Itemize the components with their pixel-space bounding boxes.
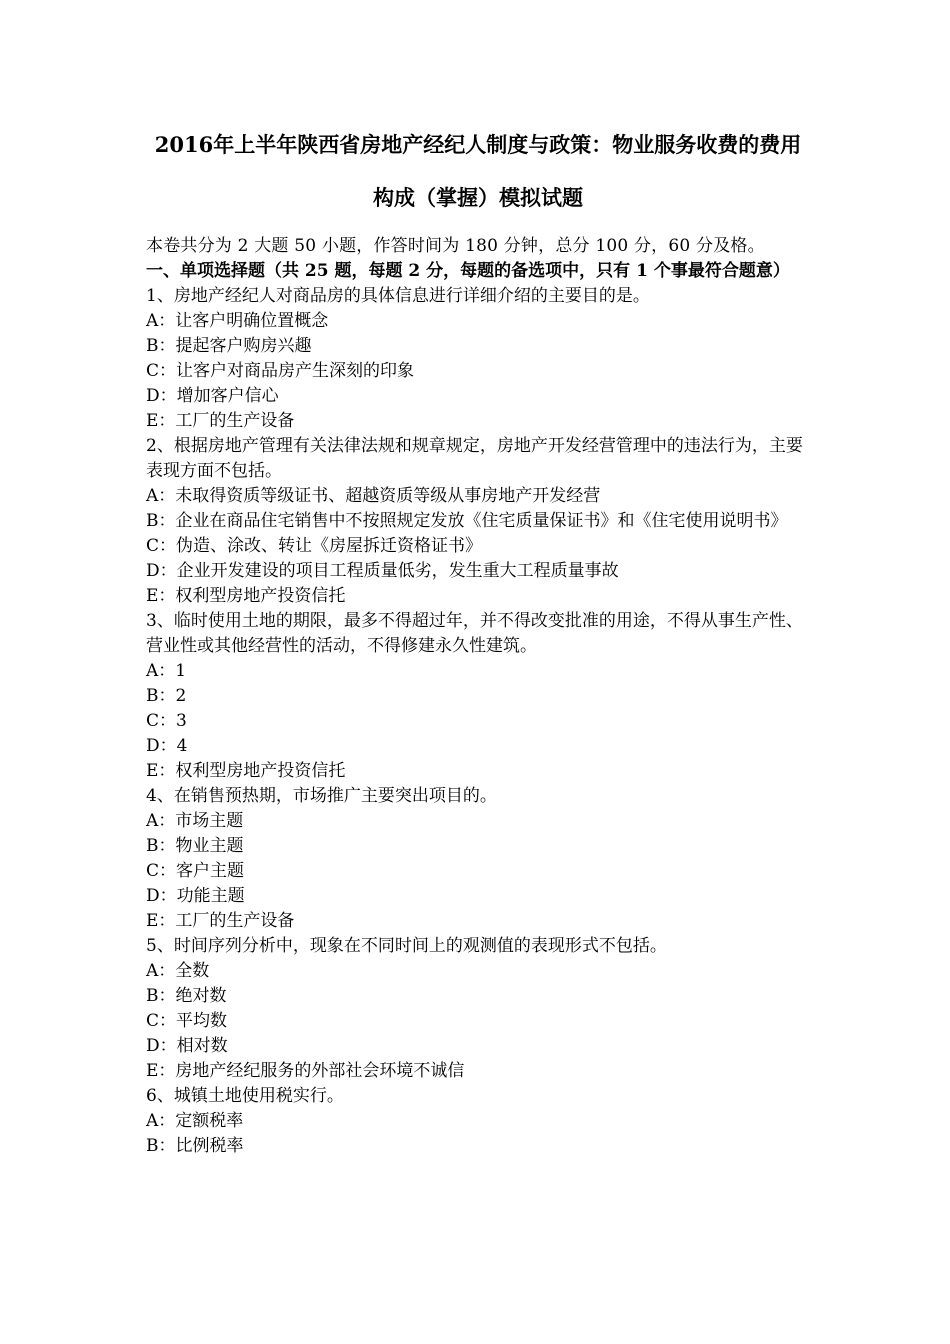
answer-option: D：4 [146,736,188,756]
answer-option: C：让客户对商品房产生深刻的印象 [146,361,415,381]
question-text: 4、在销售预热期，市场推广主要突出项目的。 [146,786,497,806]
exam-intro: 本卷共分为 2 大题 50 小题，作答时间为 180 分钟，总分 100 分，60 分及格。 [146,236,765,256]
question-block [146,1084,810,1159]
question-block [146,934,810,1084]
question-block [146,284,810,434]
answer-option: B：2 [146,686,187,706]
question-text: 5、时间序列分析中，现象在不同时间上的观测值的表现形式不包括。 [146,936,667,956]
answer-option: E：房地产经纪服务的外部社会环境不诚信 [146,1061,465,1081]
answer-option: A：1 [146,661,187,681]
section-heading: 一、单项选择题（共 25 题，每题 2 分，每题的备选项中，只有 1 个事最符合题意） [146,261,790,281]
answer-option: C：3 [146,711,187,731]
question-text: 2、根据房地产管理有关法律法规和规章规定，房地产开发经营管理中的违法行为，主要表现方面不包括。 [146,436,803,481]
answer-option: C：客户主题 [146,861,245,881]
answer-option: B：企业在商品住宅销售中不按照规定发放《住宅质量保证书》和《住宅使用说明书》 [146,511,788,531]
question-text: 3、临时使用土地的期限，最多不得超过年，并不得改变批准的用途，不得从事生产性、营业性或其他经营性的活动，不得修建永久性建筑。 [146,611,803,656]
answer-option: B：绝对数 [146,986,227,1006]
answer-option: D：相对数 [146,1036,228,1056]
question-block [146,784,810,934]
page-title: 2016年上半年陕西省房地产经纪人制度与政策：物业服务收费的费用构成（掌握）模拟试题 [154,132,802,210]
question-block [146,434,810,609]
document-page [146,118,810,1159]
answer-option: E：权利型房地产投资信托 [146,761,346,781]
question-text: 6、城镇土地使用税实行。 [146,1086,344,1106]
answer-option: D：企业开发建设的项目工程质量低劣，发生重大工程质量事故 [146,561,619,581]
answer-option: C：伪造、涂改、转让《房屋拆迁资格证书》 [146,536,483,556]
answer-option: C：平均数 [146,1011,228,1031]
question-text: 1、房地产经纪人对商品房的具体信息进行详细介绍的主要目的是。 [146,286,650,306]
answer-option: A：市场主题 [146,811,244,831]
answer-option: E：权利型房地产投资信托 [146,586,346,606]
question-block [146,609,810,784]
answer-option: E：工厂的生产设备 [146,911,295,931]
answer-option: D：增加客户信心 [146,386,279,406]
answer-option: A：全数 [146,961,210,981]
answer-option: A：未取得资质等级证书、超越资质等级从事房地产开发经营 [146,486,601,506]
answer-option: B：物业主题 [146,836,244,856]
question-list [146,284,810,1159]
answer-option: A：定额税率 [146,1111,244,1131]
answer-option: D：功能主题 [146,886,245,906]
answer-option: E：工厂的生产设备 [146,411,295,431]
answer-option: A：让客户明确位置概念 [146,311,329,331]
answer-option: B：比例税率 [146,1136,244,1156]
answer-option: B：提起客户购房兴趣 [146,336,312,356]
